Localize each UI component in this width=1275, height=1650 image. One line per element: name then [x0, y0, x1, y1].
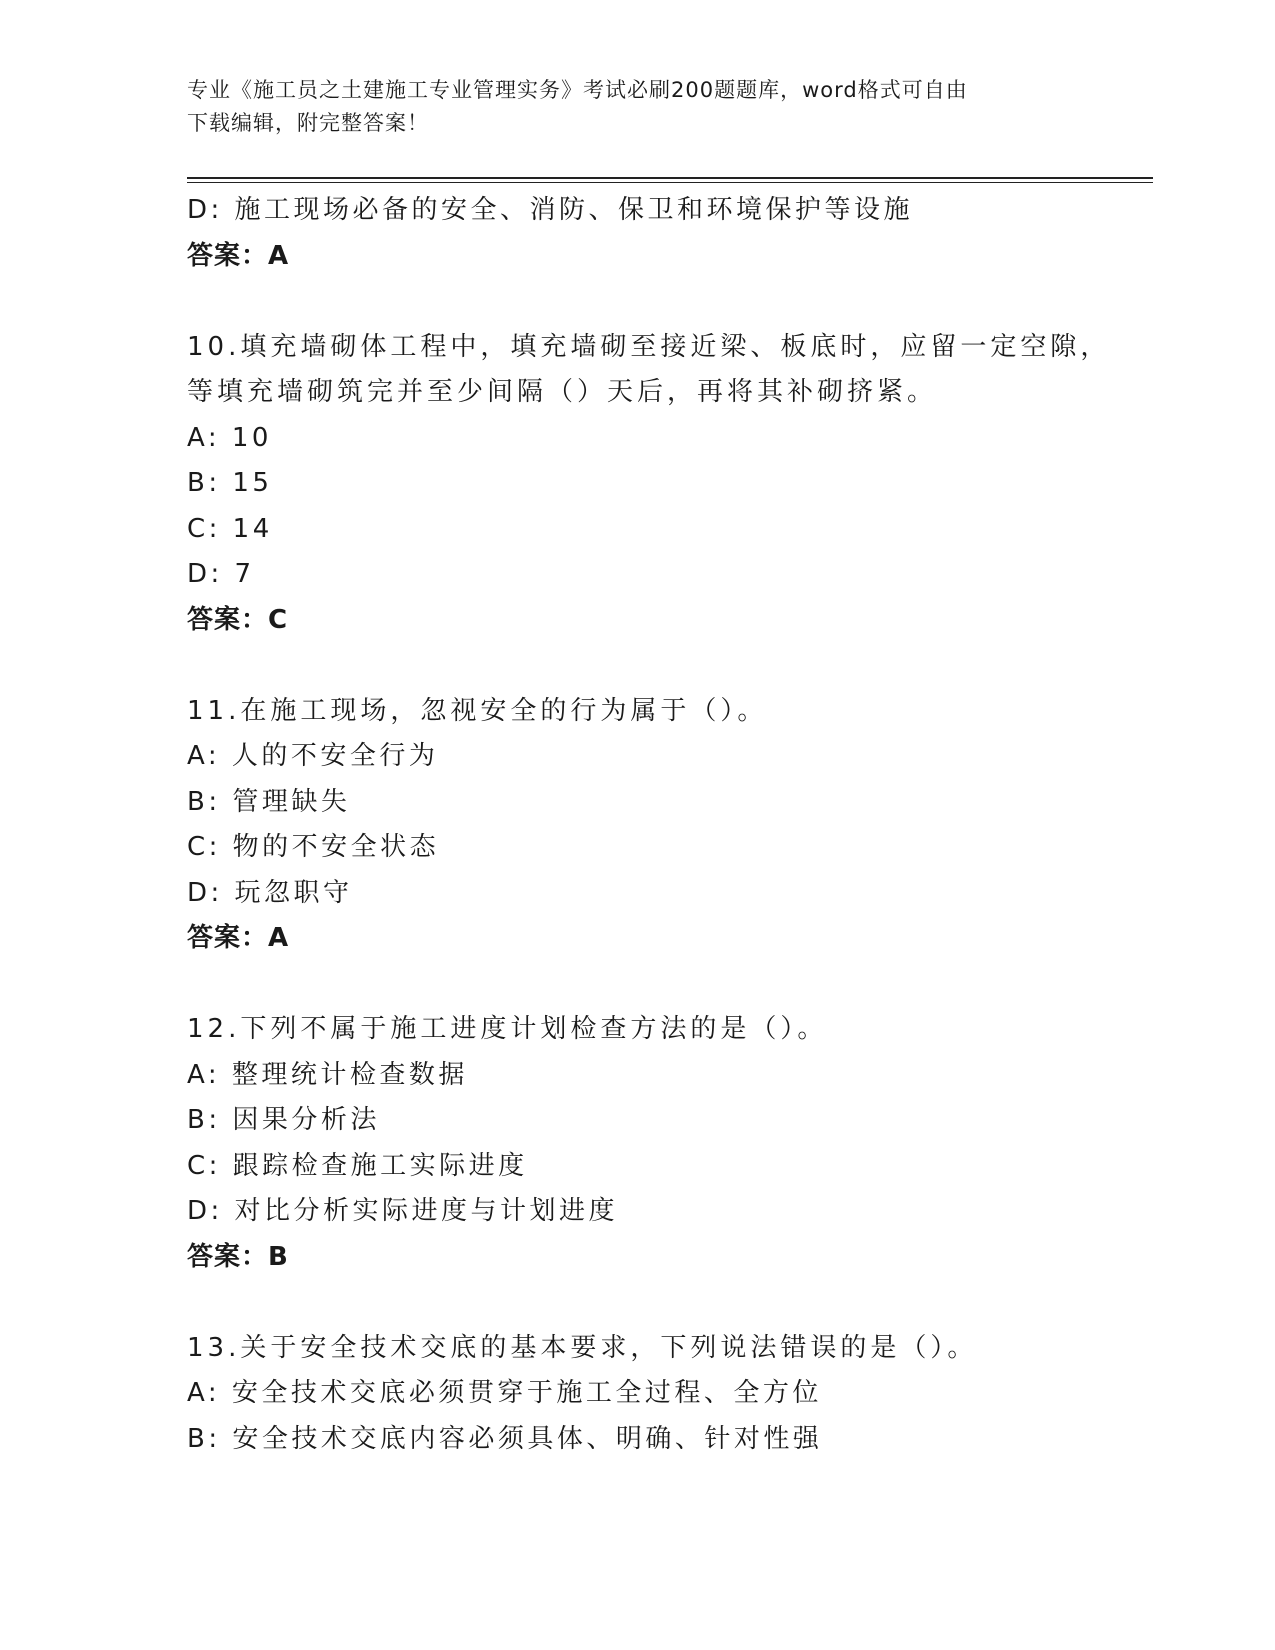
header-line-1: 专业《施工员之土建施工专业管理实务》考试必刷200题题库，word格式可自由	[187, 78, 968, 102]
question-11-stem: 11.在施工现场，忽视安全的行为属于（）。	[187, 695, 768, 726]
question-12-option-b: B: 因果分析法	[187, 1105, 380, 1135]
question-11-option-d: D: 玩忽职守	[187, 877, 353, 908]
question-11-answer: 答案：A	[187, 923, 290, 953]
question-12-option-d: D: 对比分析实际进度与计划进度	[187, 1196, 619, 1226]
question-11-option-b: B: 管理缺失	[187, 786, 351, 817]
question-10-option-d: D: 7	[187, 559, 255, 589]
question-11-option-a: A: 人的不安全行为	[187, 741, 439, 771]
question-12-stem: 12.下列不属于施工进度计划检查方法的是（）。	[187, 1014, 828, 1044]
header-line-2: 下载编辑，附完整答案！	[187, 111, 429, 135]
question-13-option-b: B: 安全技术交底内容必须具体、明确、针对性强	[187, 1423, 823, 1454]
question-10-stem-line-2: 等填充墙砌筑完并至少间隔（）天后，再将其补砌挤紧。	[187, 377, 938, 407]
question-12-option-c: C: 跟踪检查施工实际进度	[187, 1150, 528, 1181]
question-10-option-b: B: 15	[187, 468, 273, 498]
document-header	[187, 74, 1067, 140]
question-13-stem: 13.关于安全技术交底的基本要求，下列说法错误的是（）。	[187, 1332, 978, 1363]
carry-over-option-d: D: 施工现场必备的安全、消防、保卫和环境保护等设施	[187, 195, 914, 225]
header-divider-thick	[187, 177, 1153, 179]
question-12-answer: 答案：B	[187, 1241, 289, 1272]
carry-over-answer: 答案：A	[187, 240, 290, 271]
question-13-option-a: A: 安全技术交底必须贯穿于施工全过程、全方位	[187, 1378, 822, 1408]
header-divider-thin	[187, 182, 1153, 183]
question-11-option-c: C: 物的不安全状态	[187, 832, 440, 862]
question-10-stem-line-1: 10.填充墙砌体工程中，填充墙砌至接近梁、板底时，应留一定空隙，	[187, 331, 1111, 362]
question-10-option-a: A: 10	[187, 422, 272, 453]
question-12-option-a: A: 整理统计检查数据	[187, 1059, 468, 1090]
question-10-option-c: C: 14	[187, 513, 273, 544]
question-10-answer: 答案：C	[187, 604, 289, 635]
question-list	[187, 188, 1147, 1462]
